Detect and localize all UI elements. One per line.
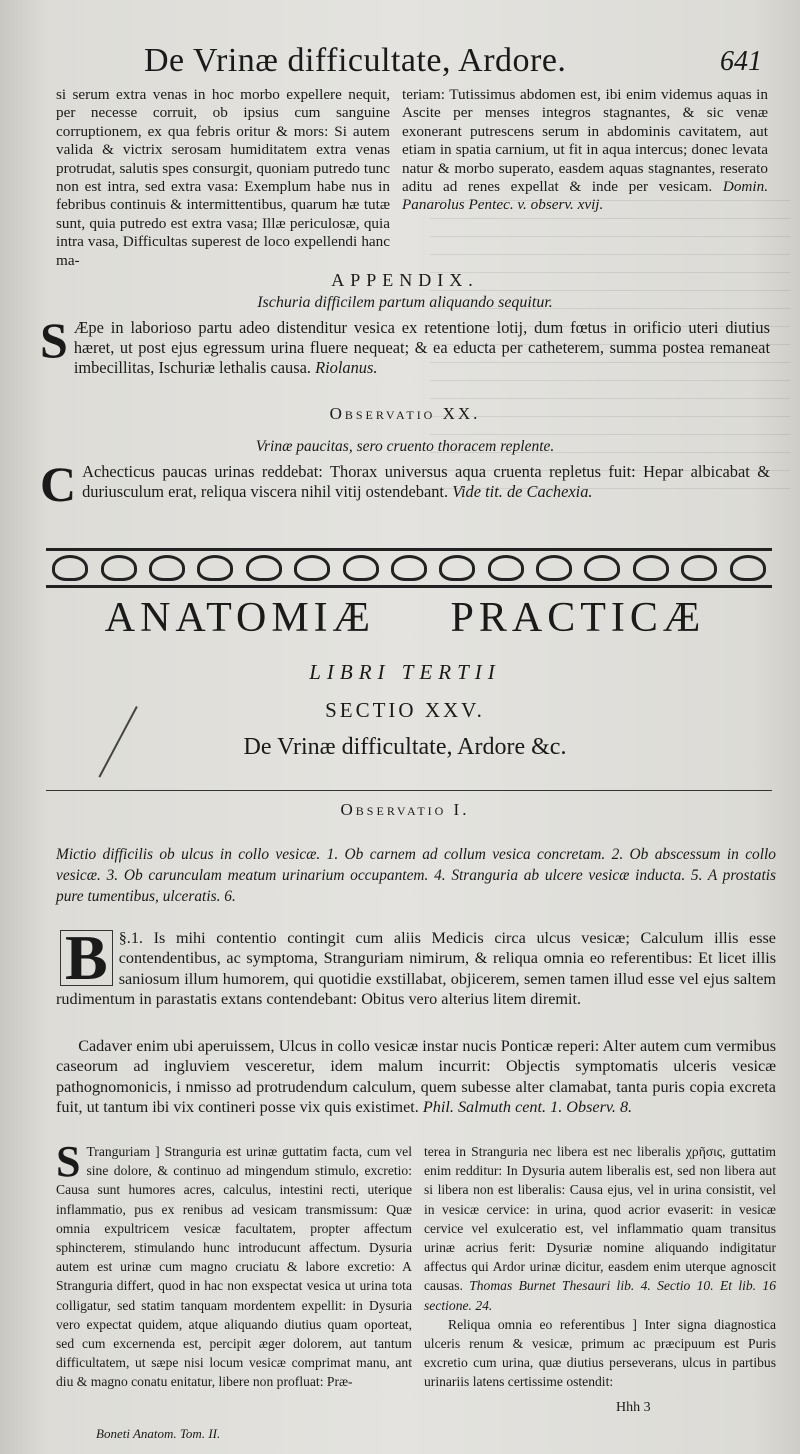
section-number: SECTIO XXV. [325,698,485,722]
ornament-scroll [52,555,88,581]
ornament-scroll [439,555,475,581]
section-mark: §.1. [118,929,143,947]
observatio-i-paragraph-2 [56,1036,776,1118]
observatio-xx-citation: Vide tit. de Cachexia. [452,482,593,501]
observatio-i-dropcap: B [60,930,113,986]
section-main-title: ANATOMIÆ PRACTICÆ [104,595,706,641]
bottom-left-text: Tranguriam ] Stranguria est urinæ guttatim facta, cum vel sine dolore, & continuo ad mingendum stimulo, excretio: Causa sunt humores acres, calculus, intestini recti, uterique inflammatio, pus ex renibus ad vesicam transmissum: Quæ omnia expultricem vesicæ facultatem, propter affectum sphincterem, stimulando hunc introducunt affectum. Dysuria autem est urinæ cum magno cruciatu & labore excretio: A Stranguria differt, quod in hac non exspectat vesica ut urina tota colligatur, sed statim tanquam mordentem expellit: in Dysuria vero expectat quidem, atque aliquando diutius quam oporteat, sed cum excernenda est, percipit æger dolorem, aut tantum difficultatem, ut sæpe nisi locum vesicæ comprimat manu, ant diu & magno conatu enitatur, libere non profluat: Præ- [56,1144,412,1390]
observatio-xx-paragraph [40,456,770,512]
appendix-dropcap: S [40,312,68,368]
bottom-right-citation: Thomas Burnet Thesauri lib. 4. Sectio 10. Et lib. 16 sectione. 24. [424,1278,776,1313]
section-libri: LIBRI TERTII [309,660,501,684]
top-right-citation: Domin. Panarolus Pentec. v. observ. xvij. [402,178,768,214]
ornament-scroll [343,555,379,581]
section-subject: De Vrinæ difficultate, Ardore &c. [243,734,567,760]
ornament-scroll [730,555,766,581]
ornament-scroll [391,555,427,581]
observatio-i-paragraph-1 [56,922,776,1010]
top-left-column [56,86,390,270]
observatio-i-summary: Mictio difficilis ob ulcus in collo vesicæ. 1. Ob carnem ad collum vesica concretam. 2. Ob abscessum in collo vesicæ. 3. Ob carunculam meatum urinarium occupantem. 4. Stranguria ab ulcere vesicæ inducta. 5. A prostatis pure tumentibus, ulceratis. 6. [56,846,776,905]
ornament-scroll [294,555,330,581]
ornament-scroll [681,555,717,581]
top-left-text: si serum extra venas in hoc morbo expellere nequit, per necesse corruit, ob ipsius cum sanguine corruptionem, ex qua febris oritur & mors: Si autem valida & victrix serosam humiditatem extra venas protrudat, salutis spes consurgit, quoniam putredo tunc non est intra, sed extra vasa: Exemplum habe nus in febribus continuis & intermittentibus, quarum hæ tutæ sunt, quia putredo est extra vasa; Illæ periculosæ, quia intra vasa, Difficultas superest de loco expellendi hanc ma- [56,86,390,269]
ornament-scroll [246,555,282,581]
bottom-right-text-2: Reliqua omnia eo referentibus ] Inter signa diagnostica ulceris renum & vesicæ, primum ac præcipuum est Puris excretio cum urina, quæ diutius perseverans, ulcus in partibus urinariis latens certissime ostendit: [424,1316,776,1390]
appendix-heading: APPENDIX. [331,270,479,290]
ornament-scroll [633,555,669,581]
bottom-left-dropcap: S [56,1137,81,1186]
appendix-subtitle: Ischuria difficilem partum aliquando sequitur. [257,294,553,311]
observatio-i-text-1: Is mihi contentio contingit cum aliis Medicis circa ulcus vesicæ; Calculum illis esse contendentibus, ac symptoma, Stranguriam nimirum, & reliqua omnia eo referentibus: Et licet illis saniosum illum humorem, qui quotidie exstillabat, objicerem, semen tamen illud esse vel ejus saltem rudimentum in parastatis extans contendebant: Obitus vero alterius litem diremit. [56,929,776,1009]
page-number: 641 [720,46,762,77]
observatio-i-heading: Observatio I. [340,800,470,819]
ornament-scroll [488,555,524,581]
decorative-ornament-band [46,548,772,588]
bottom-right-column [424,1142,776,1392]
observatio-xx-subtitle: Vrinæ paucitas, sero cruento thoracem replente. [255,438,555,455]
top-right-text: teriam: Tutissimus abdomen est, ibi enim videmus aquas in Ascite per menses integros stagnantes, & sic venæ exonerant putrescens serum in abdominis cavitatem, aut etiam in spatia carnium, ut fit in aqua intercus; donec levata natur & morbo superato, easdem aquas stagnantes, reserato aditu ad renes expellat & inde per vesicam. [402,86,768,196]
observatio-xx-text: Achecticus paucas urinas reddebat: Thorax universus aqua cruenta repletus fuit: Hepar albicabat & duriusculum erat, reliqua viscera nihil vitij ostendebant. [82,462,770,501]
horizontal-rule [46,790,772,791]
appendix-text: Æpe in laborioso partu adeo distenditur vesica ex retentione lotij, dum fœtus in orificio uteri diutius hæret, ut post ejus egressum urina fluere nequeat; & ea educta per catheterem, summa postea remaneat imbecillitas, Ischuriæ lethalis causa. [73,318,770,377]
observatio-i-citation: Phil. Salmuth cent. 1. Observ. 8. [422,1098,633,1117]
appendix-citation: Riolanus. [315,358,378,377]
top-right-column [402,86,768,215]
running-title: De Vrinæ difficultate, Ardore. [144,42,567,79]
ornament-scroll [101,555,137,581]
bottom-left-column [56,1137,412,1392]
ornament-scroll [197,555,233,581]
running-header [140,42,770,86]
appendix-paragraph [40,312,770,378]
observatio-xx-heading: Observatio XX. [329,404,481,423]
observatio-i-text-2: Cadaver enim ubi aperuissem, Ulcus in collo vesicæ instar nucis Ponticæ reperi: Alter autem cum vermibus caseorum ad ingluviem vesceretur, idem malum incurrit: Objectis symptomatis ulceris vesicæ pathognomonicis, i nmisso ad protrudendum calculum, quem subesse alter clamabat, tanta puris copia excreta fuit, ut tantum ibi vix contineri posse vix quis existimet. [56,1037,777,1117]
footer-signature-mark: Hhh 3 [616,1400,651,1415]
ornament-scroll [584,555,620,581]
ornament-scroll [536,555,572,581]
ornament-scroll [149,555,185,581]
bottom-right-text: terea in Stranguria nec libera est nec liberalis χρῆσις, guttatim enim redditur: In Dysuria autem liberalis est, sed non libera aut si libera non est liberalis: Causa ejus, vel in urina consistit, vel in vesicæ cervice: in urina, quod acrior evaserit: in vesicæ cervice vel exulceratio est, vel inflammatio quam transitus urinæ acrius ferit: Dysuriæ nomine aliquando indigitatur affectus qui Ardor urinæ dicitur, easdem enim uterque agnoscit causas. [424,1144,776,1294]
footer-book-title: Boneti Anatom. Tom. II. [96,1426,221,1441]
observatio-xx-dropcap: C [40,456,77,512]
